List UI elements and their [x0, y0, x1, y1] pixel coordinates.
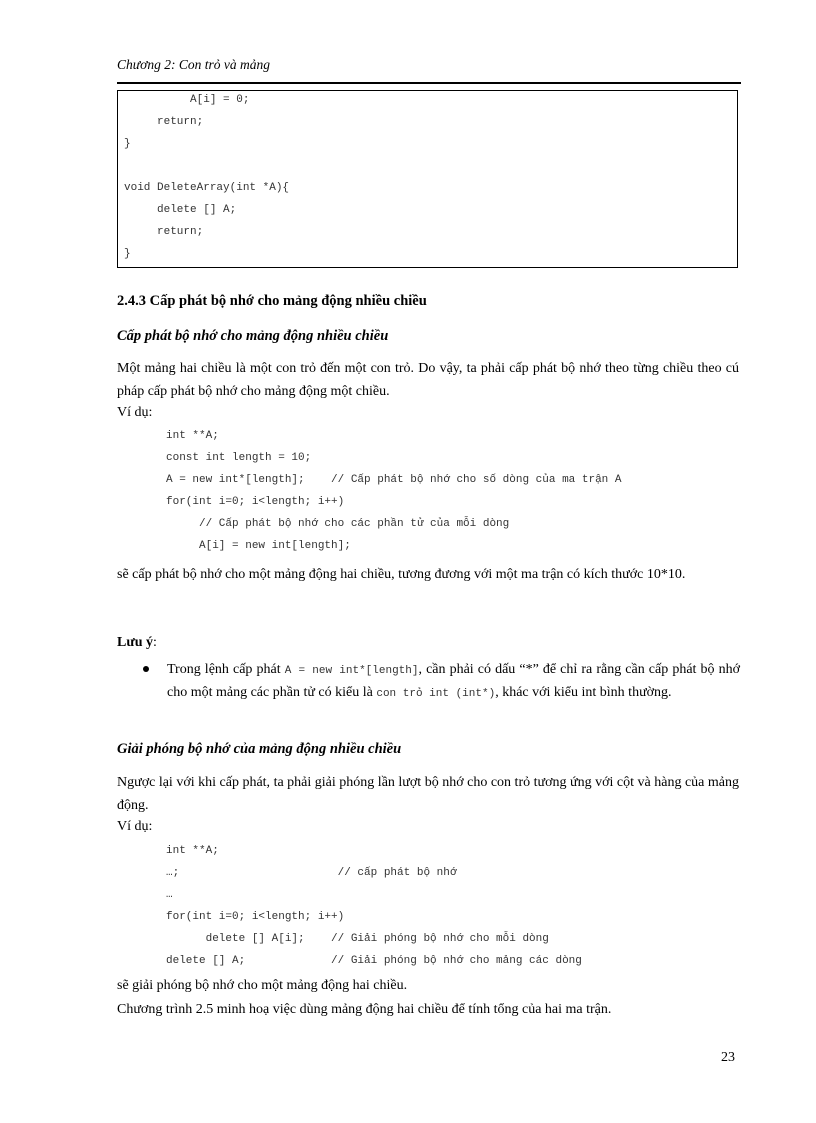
- note-heading: [117, 635, 157, 651]
- code-line: delete [] A; // Giải phóng bộ nhớ cho mảng các dòng: [166, 955, 582, 967]
- bullet-text-part: Trong lệnh cấp phát: [167, 662, 285, 677]
- subheading-allocation: Cấp phát bộ nhớ cho mảng động nhiều chiều: [117, 328, 389, 344]
- subheading-deallocation: Giải phóng bộ nhớ của mảng động nhiều chiều: [117, 741, 402, 757]
- code-line: }: [124, 138, 131, 150]
- page-number: 23: [721, 1050, 735, 1065]
- code-line: for(int i=0; i<length; i++): [166, 911, 345, 923]
- header-rule: [117, 82, 741, 84]
- example-label: Ví dụ:: [117, 819, 153, 834]
- example-label: Ví dụ:: [117, 405, 153, 420]
- bullet-text-part: , cần phải có dấu “*” để chỉ ra rằng cần cấp phát bộ nhớ cho một mảng các phần tử có kiểu là: [167, 662, 740, 700]
- paragraph-allocation-intro: Một mảng hai chiều là một con trỏ đến một con trỏ. Do vậy, ta phải cấp phát bộ nhớ theo từng chiều theo cú pháp cấp phát bộ nhớ cho mảng động một chiều.: [117, 361, 739, 399]
- code-line: …; // cấp phát bộ nhớ: [166, 867, 457, 879]
- paragraph-deallocation-intro: Ngược lại với khi cấp phát, ta phải giải phóng lần lượt bộ nhớ cho con trỏ tương ứng với cột và hàng của mảng động.: [117, 775, 739, 813]
- note-colon: :: [153, 635, 157, 650]
- code-line: …: [166, 889, 173, 901]
- code-line: A[i] = 0;: [124, 94, 250, 106]
- paragraph-program-note: Chương trình 2.5 minh hoạ việc dùng mảng động hai chiều để tính tổng của hai ma trận.: [117, 1002, 612, 1017]
- section-heading: 2.4.3 Cấp phát bộ nhớ cho mảng động nhiều chiều: [117, 293, 427, 309]
- inline-code: A = new int*[length]: [284, 665, 419, 677]
- code-line: delete [] A[i]; // Giải phóng bộ nhớ cho mỗi dòng: [166, 933, 549, 945]
- note-label: Lưu ý: [117, 635, 154, 650]
- code-line: A = new int*[length]; // Cấp phát bộ nhớ cho số dòng của ma trận A: [166, 474, 622, 486]
- paragraph-allocation-result: sẽ cấp phát bộ nhớ cho một mảng động hai chiều, tương đương với một ma trận có kích thước 10*10.: [117, 567, 686, 582]
- code-line: }: [124, 248, 131, 260]
- code-box-delete-array: [117, 90, 738, 268]
- inline-code: con trỏ int (int*): [376, 688, 496, 700]
- bullet-text-part: , khác với kiểu int bình thường.: [495, 685, 672, 700]
- code-line: const int length = 10;: [166, 452, 312, 464]
- code-line: int **A;: [166, 845, 219, 857]
- code-line: // Cấp phát bộ nhớ cho các phần tử của mỗi dòng: [166, 518, 510, 530]
- paragraph-deallocation-result: sẽ giải phóng bộ nhớ cho một mảng động hai chiều.: [117, 978, 408, 993]
- code-line: delete [] A;: [124, 204, 237, 216]
- code-line: A[i] = new int[length];: [166, 540, 351, 552]
- note-bullet: [167, 659, 740, 705]
- code-line: return;: [124, 116, 204, 128]
- chapter-header: Chương 2: Con trỏ và mảng: [117, 57, 270, 72]
- code-line: return;: [124, 226, 204, 238]
- code-line: for(int i=0; i<length; i++): [166, 496, 345, 508]
- bullet-icon: [143, 666, 149, 672]
- code-line: int **A;: [166, 430, 219, 442]
- code-line: void DeleteArray(int *A){: [124, 182, 290, 194]
